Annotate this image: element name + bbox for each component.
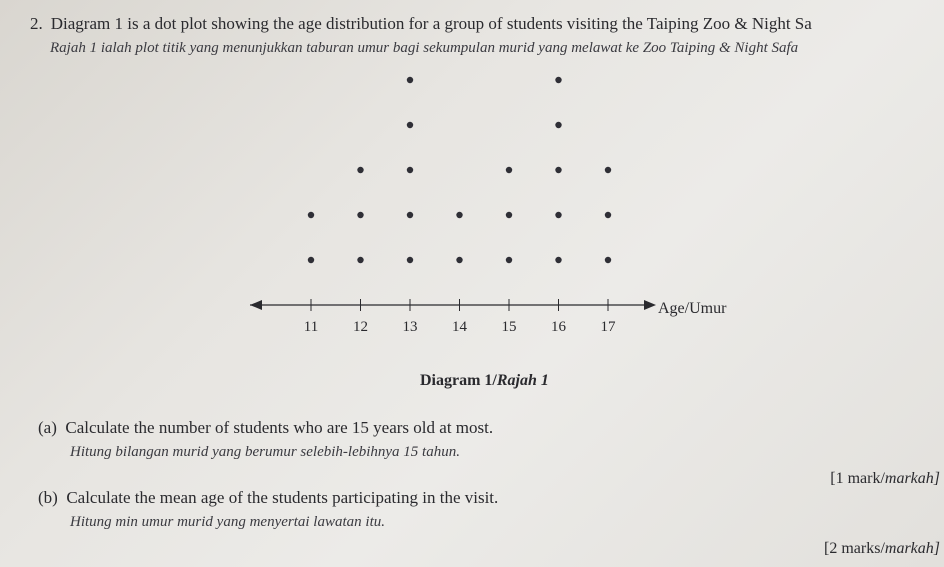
- data-dot-13-3: [407, 167, 413, 173]
- part-b-text-en: Calculate the mean age of the students participating in the visit.: [66, 488, 499, 507]
- data-dot-17-3: [605, 167, 611, 173]
- diagram-caption: [420, 372, 549, 390]
- tick-label-13: 13: [402, 319, 418, 335]
- data-dot-16-2: [555, 212, 561, 218]
- number-line-arrow-left: [250, 300, 262, 310]
- data-dot-14-2: [456, 212, 462, 218]
- data-dot-13-4: [407, 122, 413, 128]
- part-b-question: [38, 488, 498, 508]
- part-b-marks: [824, 540, 940, 558]
- part-b-marks-en: [2 marks/: [824, 540, 885, 557]
- caption-ms: Rajah 1: [496, 372, 549, 389]
- caption-en: Diagram 1/: [420, 372, 497, 389]
- data-dot-16-4: [555, 122, 561, 128]
- part-b-text-ms: Hitung min umur murid yang menyertai lawatan itu.: [70, 514, 385, 530]
- data-dot-13-1: [407, 257, 413, 263]
- number-line-arrow-right: [644, 300, 656, 310]
- data-dot-15-3: [506, 167, 512, 173]
- data-dot-11-1: [308, 257, 314, 263]
- data-dot-15-1: [506, 257, 512, 263]
- part-a-text-en: Calculate the number of students who are 15 years old at most.: [65, 418, 494, 437]
- tick-label-14: 14: [452, 319, 467, 335]
- data-dot-13-5: [407, 77, 413, 83]
- part-a-marks-en: [1 mark/: [830, 470, 885, 487]
- question-text-en: Diagram 1 is a dot plot showing the age distribution for a group of students visiting the Taiping Zoo & Night Sa: [50, 14, 812, 33]
- part-a-question: [38, 418, 493, 438]
- data-dot-17-1: [605, 257, 611, 263]
- data-dot-12-3: [357, 167, 363, 173]
- tick-label-16: 16: [551, 319, 566, 335]
- part-a-label: (a): [38, 418, 57, 437]
- question-number: 2.: [30, 14, 43, 33]
- tick-label-17: 17: [600, 319, 616, 335]
- part-b-marks-ms: markah]: [884, 540, 940, 557]
- data-dot-13-2: [407, 212, 413, 218]
- data-dot-12-2: [357, 212, 363, 218]
- question-text-ms: Rajah 1 ialah plot titik yang menunjukkan taburan umur bagi sekumpulan murid yang melawat ke Zoo Taiping & Night Safa: [50, 40, 799, 56]
- data-dot-15-2: [506, 212, 512, 218]
- data-dot-14-1: [456, 257, 462, 263]
- part-a-marks: [830, 470, 940, 488]
- data-dot-16-3: [555, 167, 561, 173]
- part-a-marks-ms: markah]: [884, 470, 940, 487]
- tick-label-12: 12: [353, 319, 368, 335]
- data-dot-17-2: [605, 212, 611, 218]
- part-a-text-ms: Hitung bilangan murid yang berumur selebih-lebihnya 15 tahun.: [70, 444, 460, 460]
- axis-label: Age/Umur: [658, 300, 727, 317]
- part-b-label: (b): [38, 488, 58, 507]
- data-dot-11-2: [308, 212, 314, 218]
- tick-label-11: 11: [303, 319, 319, 335]
- data-dot-16-1: [555, 257, 561, 263]
- tick-label-15: 15: [501, 319, 517, 335]
- data-dot-16-5: [555, 77, 561, 83]
- data-dot-12-1: [357, 257, 363, 263]
